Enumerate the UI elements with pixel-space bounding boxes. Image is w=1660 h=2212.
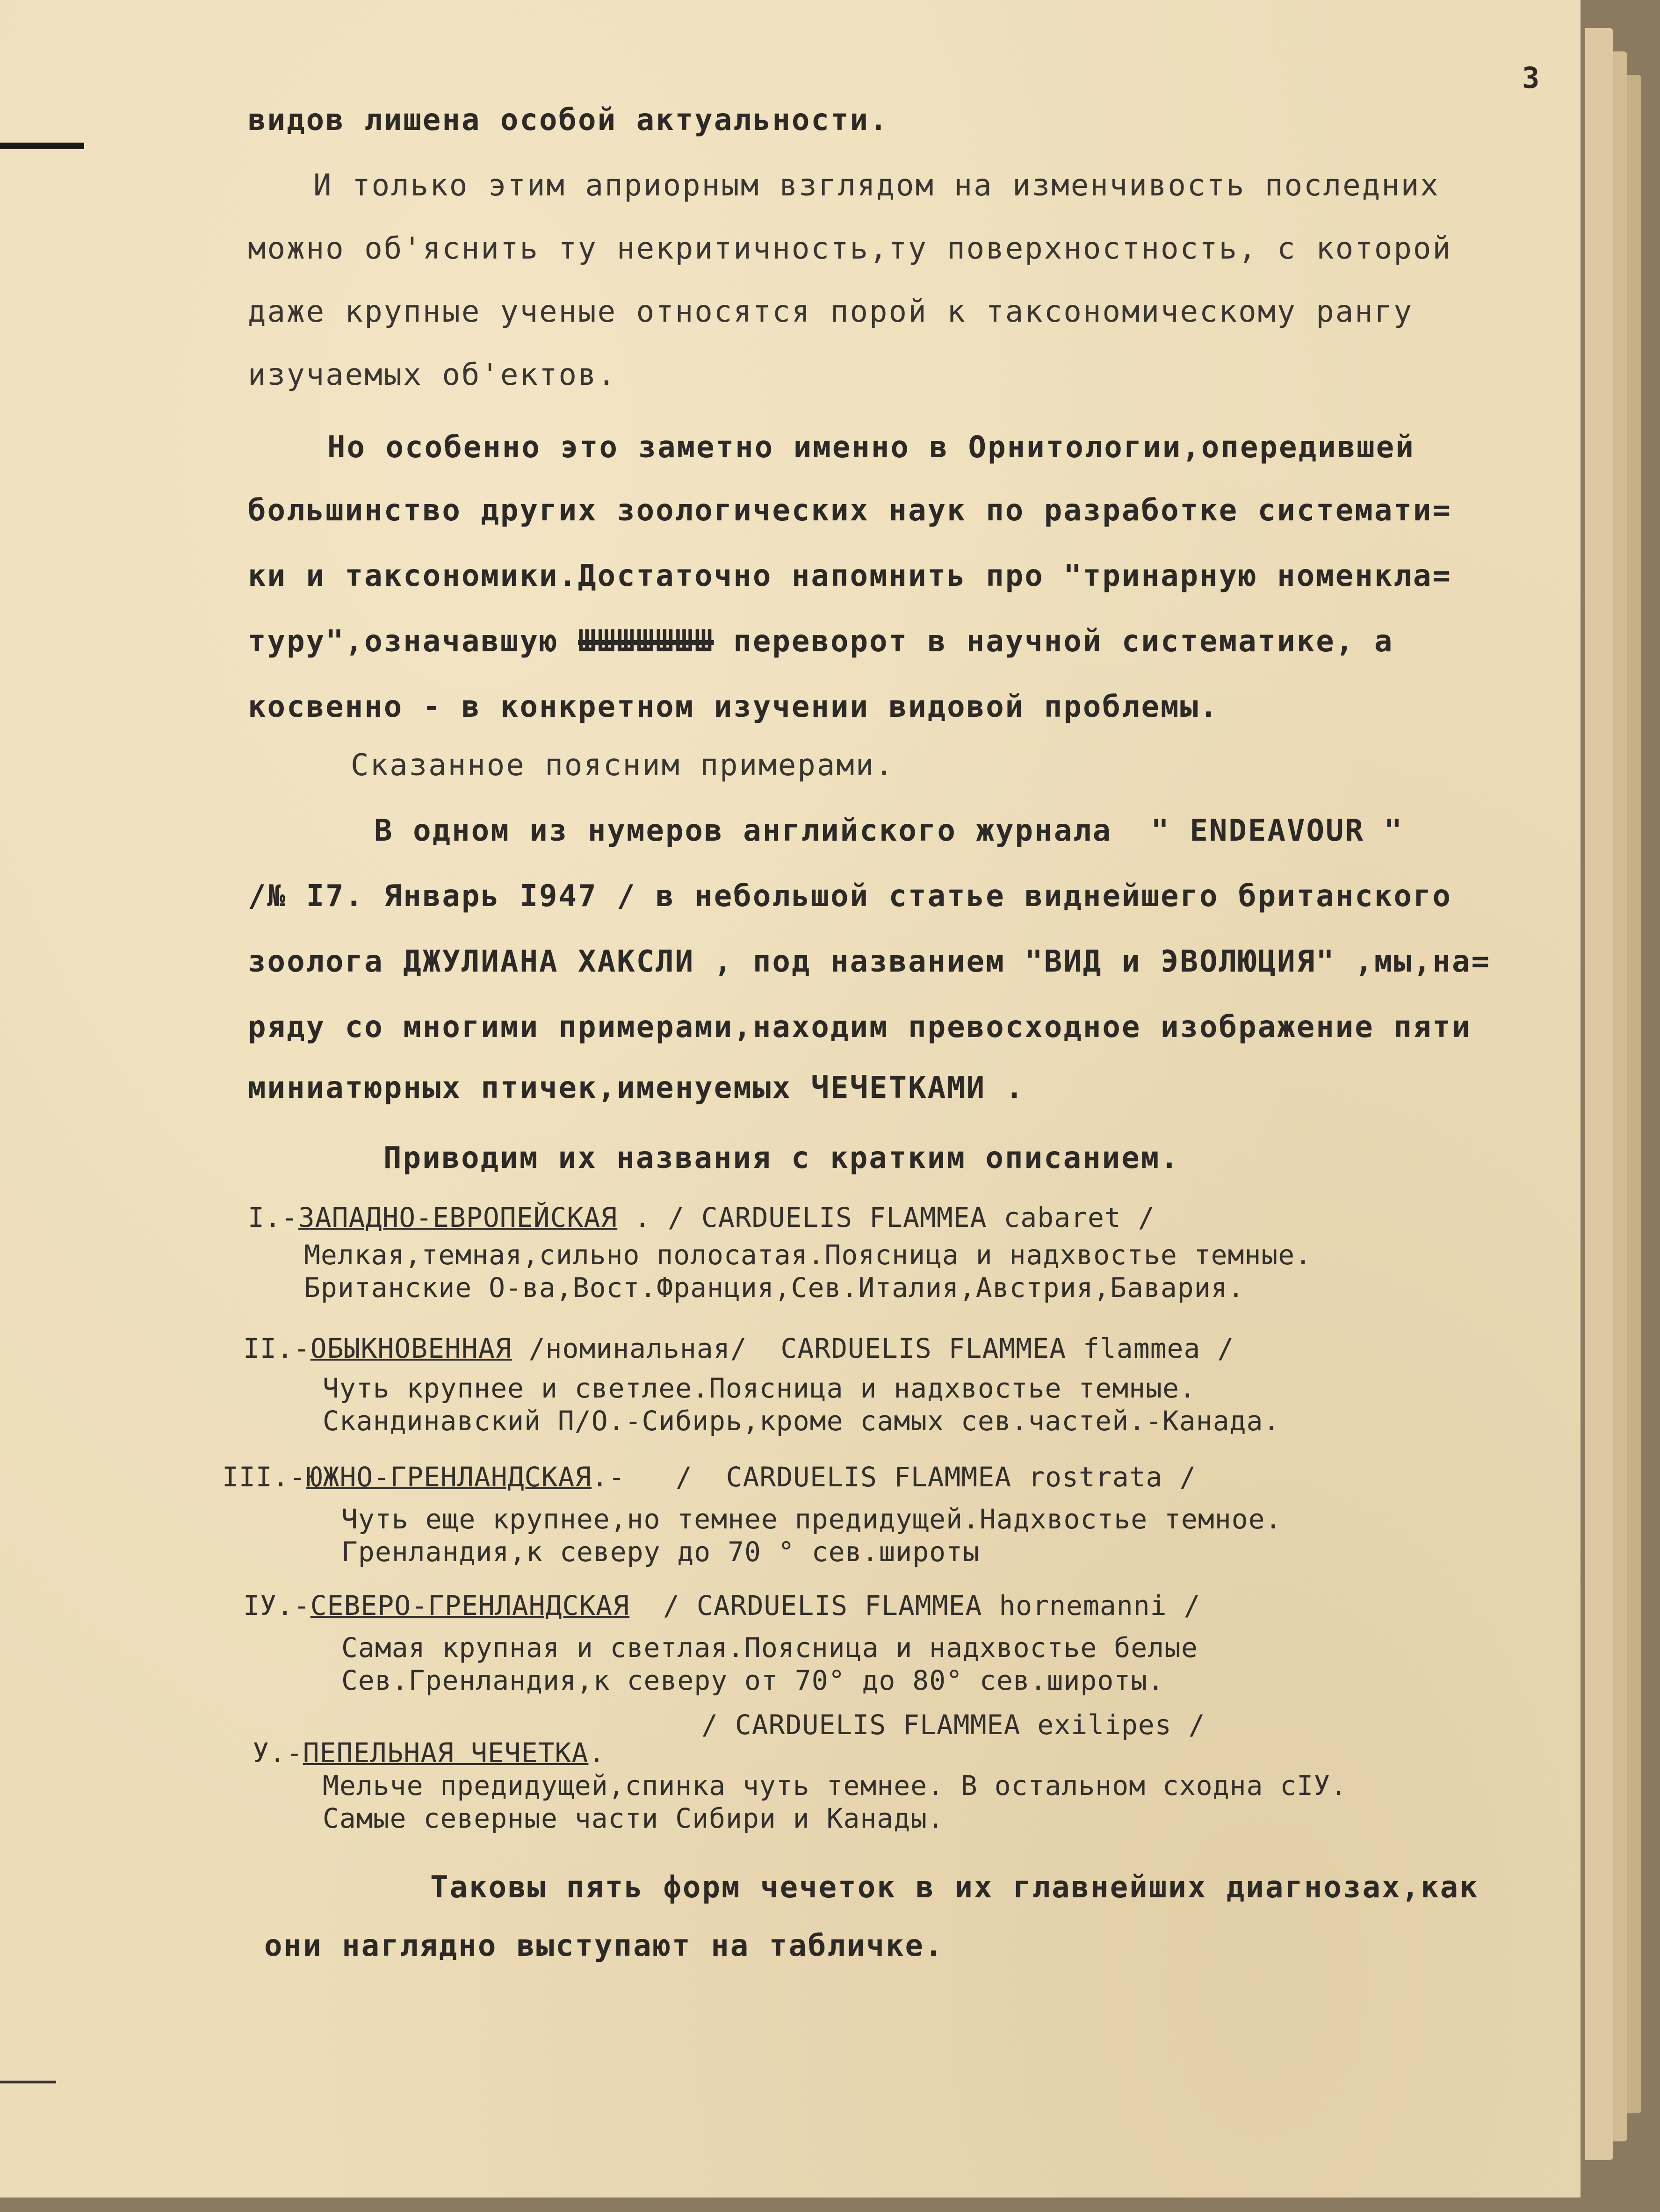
text-line: они наглядно выступают на табличке.	[264, 1929, 944, 1963]
form-name: СЕВЕРО-ГРЕНЛАНДСКАЯ	[310, 1590, 630, 1621]
text-line: В одном из нумеров английского журнала " ENDEAVOUR "	[374, 814, 1404, 848]
text-line: зоолога ДЖУЛИАНА ХАКСЛИ , под названием "ВИД и ЭВОЛЮЦИЯ" ,мы,на=	[248, 944, 1491, 979]
form-number: У.-	[253, 1737, 303, 1769]
form-heading	[222, 1461, 1196, 1493]
text-line: видов лишена особой актуальности.	[248, 103, 889, 137]
form-name: ЮЖНО-ГРЕНЛАНДСКАЯ	[306, 1461, 592, 1493]
binding-mark	[0, 143, 84, 149]
struck-out-word: ШШШШШШШ	[578, 624, 714, 659]
text-line	[248, 624, 1393, 659]
form-description: Самая крупная и светлая.Поясница и надхвостье белые	[341, 1632, 1198, 1664]
binding-mark	[0, 2081, 56, 2083]
form-description: Чуть еще крупнее,но темнее предидущей.Надхвостье темное.	[341, 1503, 1282, 1535]
form-description: Скандинавский П/О.-Сибирь,кроме самых сев.частей.-Канада.	[323, 1405, 1280, 1437]
text-line: ки и таксономики.Достаточно напомнить про "тринарную номенкла=	[248, 559, 1452, 593]
form-latin: / CARDUELIS FLAMMEA hornemanni /	[629, 1590, 1201, 1621]
form-description: Британские О-ва,Вост.Франция,Сев.Италия,Австрия,Бавария.	[304, 1272, 1245, 1304]
text-line: ряду со многими примерами,находим превосходное изображение пяти	[248, 1010, 1472, 1045]
text-line: Таковы пять форм чечеток в их главнейших диагнозах,как	[430, 1870, 1479, 1905]
text-line: миниатюрных птичек,именуемых ЧЕЧЕТКАМИ .	[248, 1071, 1025, 1105]
form-name: ОБЫКНОВЕННАЯ	[310, 1333, 512, 1364]
form-number: II.-	[243, 1333, 310, 1364]
text-line: изучаемых об'ектов.	[248, 358, 617, 392]
form-heading	[248, 1202, 1155, 1233]
form-latin: . / CARDUELIS FLAMMEA cabaret /	[617, 1202, 1155, 1233]
form-number: IУ.-	[243, 1590, 310, 1621]
text-line: косвенно - в конкретном изучении видовой проблемы.	[248, 690, 1219, 724]
form-description: Гренландия,к северу до 70 ° сев.широты	[341, 1536, 980, 1568]
page-number: 3	[1522, 61, 1540, 95]
form-description: Мелкая,темная,сильно полосатая.Поясница и надхвостье темные.	[304, 1239, 1312, 1271]
form-name: ПЕПЕЛЬНАЯ ЧЕЧЕТКА	[303, 1737, 589, 1769]
form-number: I.-	[248, 1202, 298, 1233]
text-line: И только этим априорным взглядом на изменчивость последних	[313, 168, 1440, 203]
form-text: .	[588, 1737, 606, 1769]
form-heading	[243, 1333, 1234, 1364]
form-latin: /номинальная/ CARDUELIS FLAMMEA flammea /	[512, 1333, 1234, 1364]
text-line: Приводим их названия с кратким описанием.	[383, 1141, 1180, 1175]
form-name: ЗАПАДНО-ЕВРОПЕЙСКАЯ	[298, 1202, 618, 1233]
text-segment: переворот в научной систематике, а	[714, 624, 1394, 659]
form-number: III.-	[222, 1461, 306, 1493]
form-heading	[243, 1590, 1200, 1621]
form-description: Мельче предидущей,спинка чуть темнее. В остальном сходна сIУ.	[323, 1770, 1348, 1801]
text-segment: туру",означавшую	[248, 624, 559, 659]
form-description: Сев.Гренландия,к северу от 70° до 80° сев.широты.	[341, 1664, 1165, 1696]
underlying-page-edge	[1585, 28, 1613, 2160]
text-line: Но особенно это заметно именно в Орнитологии,опередившей	[327, 430, 1415, 465]
text-line: большинство других зоологических наук по разработке системати=	[248, 493, 1452, 528]
form-heading	[253, 1737, 605, 1769]
form-latin: / CARDUELIS FLAMMEA exilipes /	[701, 1709, 1205, 1741]
text-line: можно об'яснить ту некритичность,ту поверхностность, с которой	[248, 231, 1452, 266]
text-line: Сказанное поясним примерами.	[351, 748, 895, 783]
form-description: Самые северные части Сибири и Канады.	[323, 1802, 945, 1834]
text-line: даже крупные ученые относятся порой к таксономическому рангу	[248, 295, 1413, 329]
form-description: Чуть крупнее и светлее.Поясница и надхвостье темные.	[323, 1372, 1196, 1404]
form-latin: .- / CARDUELIS FLAMMEA rostrata /	[592, 1461, 1197, 1493]
text-line: /№ I7. Январь I947 / в небольшой статье виднейшего британского	[248, 879, 1452, 914]
